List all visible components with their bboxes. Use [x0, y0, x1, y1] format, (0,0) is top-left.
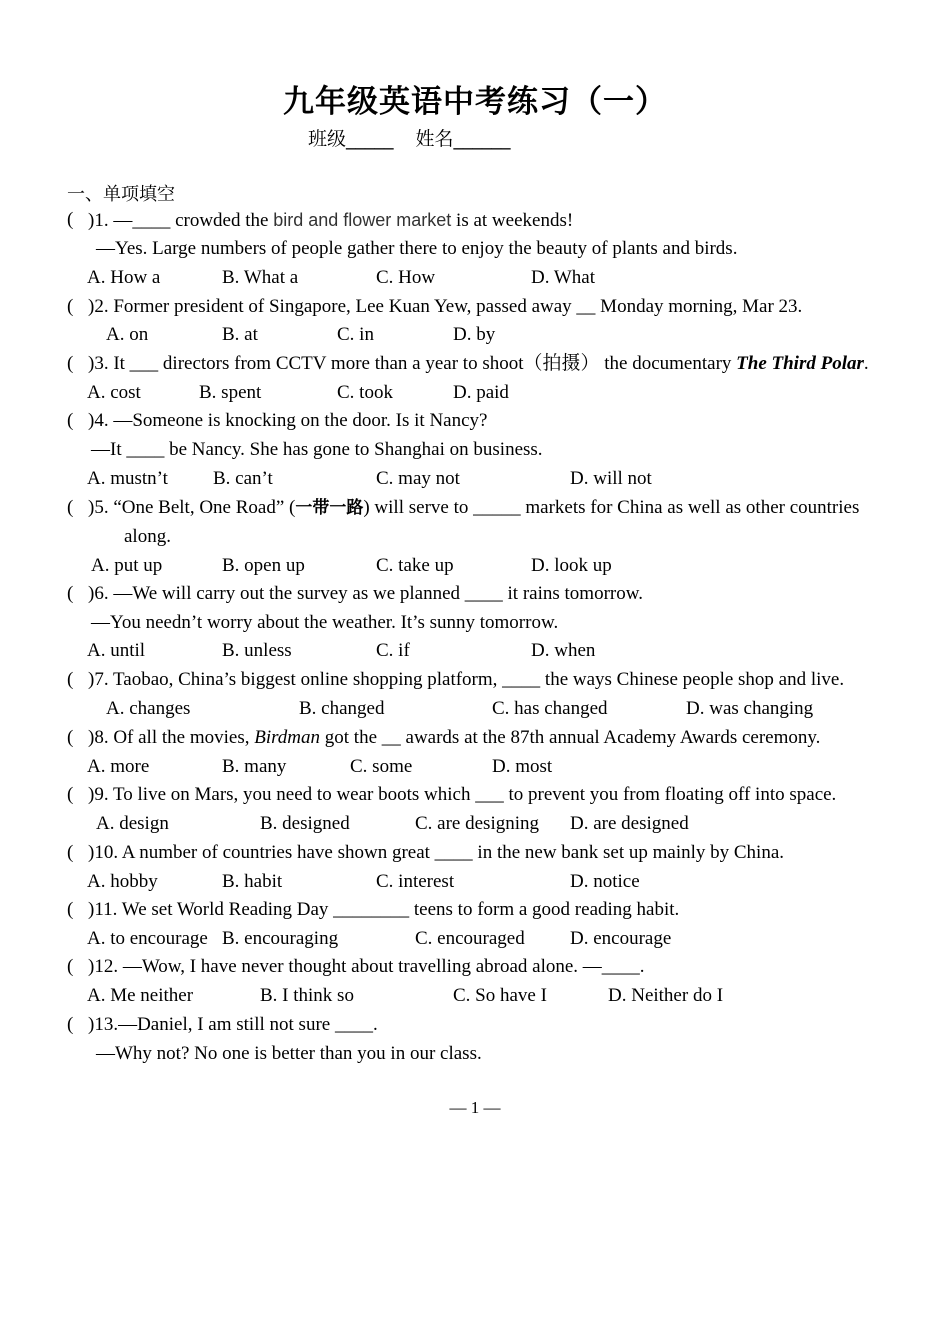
question-stem: )10. A number of countries have shown great ____ in the new bank set up mainly by China.	[88, 842, 785, 863]
option-c: C. if	[376, 640, 410, 661]
option-c: C. take up	[376, 555, 454, 576]
option-b: B. I think so	[260, 985, 354, 1006]
answer-blank[interactable]: (	[67, 583, 74, 604]
option-a: A. changes	[106, 698, 191, 719]
option-a: A. How a	[87, 267, 161, 288]
option-c: C. are designing	[415, 813, 540, 834]
option-c: C. in	[337, 324, 374, 345]
student-info	[308, 124, 511, 151]
option-a: A. more	[87, 756, 150, 777]
option-b: B. designed	[260, 813, 350, 834]
class-field[interactable]: 班级_____	[308, 128, 394, 150]
option-d: D. was changing	[686, 698, 814, 719]
answer-blank[interactable]: (	[67, 1014, 74, 1035]
question-line2: —Why not? No one is better than you in our class.	[96, 1043, 482, 1064]
option-a: A. to encourage	[87, 928, 208, 949]
answer-blank[interactable]: (	[67, 497, 74, 518]
question-line2: along.	[124, 526, 171, 547]
option-d: D. What	[531, 267, 596, 288]
option-b: B. changed	[299, 698, 385, 719]
option-c: C. may not	[376, 468, 460, 489]
answer-blank[interactable]: (	[67, 842, 74, 863]
option-b: B. at	[222, 324, 258, 345]
option-b: B. habit	[222, 871, 283, 892]
section-heading: 一、单项填空	[67, 184, 175, 205]
option-d: D. Neither do I	[608, 985, 724, 1006]
option-d: D. will not	[570, 468, 652, 489]
question-stem: )11. We set World Reading Day ________ teens to form a good reading habit.	[88, 899, 680, 920]
option-a: A. hobby	[87, 871, 158, 892]
option-c: C. How	[376, 267, 436, 288]
option-d: D. most	[492, 756, 553, 777]
question-line2: —You needn’t worry about the weather. It’s sunny tomorrow.	[91, 612, 559, 633]
page-title: 九年级英语中考练习（一）	[283, 84, 667, 120]
option-a: A. put up	[91, 555, 163, 576]
answer-blank[interactable]: (	[67, 669, 74, 690]
question-stem: )13.—Daniel, I am still not sure ____.	[88, 1014, 378, 1035]
option-a: A. mustn’t	[87, 468, 168, 489]
option-d: D. are designed	[570, 813, 689, 834]
option-a: A. on	[106, 324, 149, 345]
question-stem: )8. Of all the movies, Birdman got the __ awards at the 87th annual Academy Awards ceremony.	[88, 727, 821, 748]
answer-blank[interactable]: (	[67, 296, 74, 317]
answer-blank[interactable]: (	[67, 209, 74, 230]
option-c: C. has changed	[492, 698, 608, 719]
option-b: B. encouraging	[222, 928, 339, 949]
question-stem: )3. It ___ directors from CCTV more than a year to shoot（拍摄） the documentary The Third Polar.	[88, 353, 869, 374]
option-b: B. What a	[222, 267, 299, 288]
question-stem: )2. Former president of Singapore, Lee Kuan Yew, passed away __ Monday morning, Mar 23.	[88, 296, 803, 317]
page-number: — 1 —	[449, 1098, 501, 1117]
answer-blank[interactable]: (	[67, 956, 74, 977]
option-c: C. So have I	[453, 985, 547, 1006]
option-b: B. open up	[222, 555, 305, 576]
option-b: B. spent	[199, 382, 262, 403]
question-line2: —It ____ be Nancy. She has gone to Shanghai on business.	[91, 439, 543, 460]
answer-blank[interactable]: (	[67, 727, 74, 748]
answer-blank[interactable]: (	[67, 410, 74, 431]
option-d: D. paid	[453, 382, 509, 403]
option-c: C. some	[350, 756, 413, 777]
option-c: C. took	[337, 382, 393, 403]
question-stem: )7. Taobao, China’s biggest online shopping platform, ____ the ways Chinese people shop and live.	[88, 669, 845, 690]
question-stem: )6. —We will carry out the survey as we planned ____ it rains tomorrow.	[88, 583, 643, 604]
option-d: D. by	[453, 324, 496, 345]
question-stem: )1. —____ crowded the bird and flower market is at weekends!	[88, 210, 574, 231]
option-d: D. look up	[531, 555, 612, 576]
option-d: D. notice	[570, 871, 640, 892]
option-c: C. interest	[376, 871, 455, 892]
option-c: C. encouraged	[415, 928, 525, 949]
option-d: D. when	[531, 640, 596, 661]
question-stem: )4. —Someone is knocking on the door. Is it Nancy?	[88, 410, 488, 431]
option-b: B. can’t	[213, 468, 273, 489]
question-stem: )12. —Wow, I have never thought about travelling abroad alone. —____.	[88, 956, 645, 977]
name-field[interactable]: 姓名______	[415, 128, 511, 150]
option-b: B. many	[222, 756, 287, 777]
option-d: D. encourage	[570, 928, 672, 949]
question-stem: )5. “One Belt, One Road” (一带一路) will serve to _____ markets for China as well as other countries	[88, 497, 860, 518]
question-stem: )9. To live on Mars, you need to wear boots which ___ to prevent you from floating off into space.	[88, 784, 837, 805]
option-b: B. unless	[222, 640, 292, 661]
option-a: A. design	[96, 813, 169, 834]
question-line2: —Yes. Large numbers of people gather there to enjoy the beauty of plants and birds.	[96, 238, 738, 259]
option-a: A. until	[87, 640, 146, 661]
option-a: A. cost	[87, 382, 141, 403]
answer-blank[interactable]: (	[67, 899, 74, 920]
answer-blank[interactable]: (	[67, 784, 74, 805]
answer-blank[interactable]: (	[67, 353, 74, 374]
option-a: A. Me neither	[87, 985, 194, 1006]
